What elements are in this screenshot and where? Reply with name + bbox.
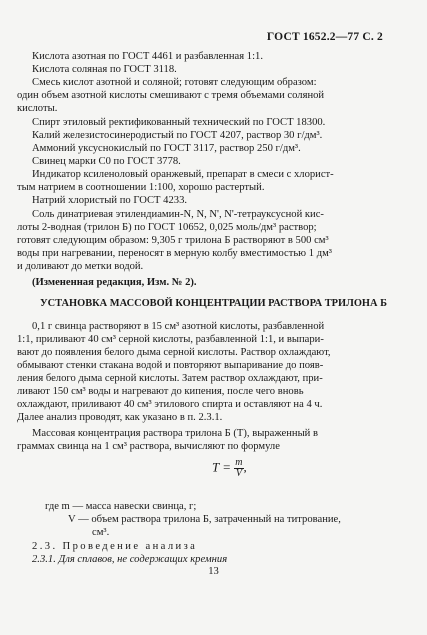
procedure-line: ления белого дыма серной кислоты. Затем раствор охлаждают, при- — [17, 373, 323, 384]
reagent-line: Кислота азотная по ГОСТ 4461 и разбавленная 1:1. — [32, 51, 263, 62]
where-line: V — объем раствора трилона Б, затраченный на титрование, — [68, 514, 341, 525]
reagent-line: Аммоний уксуснокислый по ГОСТ 3117, раствор 250 г/дм³. — [32, 143, 301, 154]
reagent-line: один объем азотной кислоты смешивают с тремя объемами соляной — [17, 90, 325, 101]
procedure-line: 1:1, приливают 40 см³ серной кислоты, разбавленной 1:1, и выпари- — [17, 334, 324, 345]
reagent-line: Спирт этиловый ректификованный технический по ГОСТ 18300. — [32, 117, 326, 128]
procedure-line: 0,1 г свинца растворяют в 15 см³ азотной кислоты, разбавленной — [32, 321, 325, 332]
subsection-heading: 2.3. Проведение анализа — [32, 541, 198, 552]
formula-lhs: T = — [212, 459, 232, 475]
reagent-line: Калий железистосинеродистый по ГОСТ 4207, раствор 30 г/дм³. — [32, 130, 323, 141]
reagent-line: Соль динатриевая этилендиамин-N, N, N', N'-тетрауксусной кис- — [32, 209, 324, 220]
formula — [212, 458, 247, 479]
running-header: ГОСТ 1652.2—77 С. 2 — [266, 31, 383, 43]
procedure-line: обмывают стенки стакана водой и повторяют выпаривание до появ- — [17, 360, 324, 371]
subsection-item: 2.3.1. Для сплавов, не содержащих кремния — [32, 554, 228, 565]
where-line: см³. — [92, 527, 110, 538]
reagent-line: и доливают до метки водой. — [17, 261, 144, 272]
amendment-note: (Измененная редакция, Изм. № 2). — [32, 277, 197, 288]
procedure-line: вают до появления белого дыма серной кислоты. Раствор охлаждают, — [17, 347, 331, 358]
reagent-line: готовят следующим образом: 9,305 г трилона Б растворяют в 500 см³ — [17, 235, 329, 246]
procedure-line: охлаждают, приливают 40 см³ этилового спирта и оставляют на 4 ч. — [17, 399, 323, 410]
reagent-line: воды при нагревании, переносят в мерную колбу вместимостью 1 дм³ — [17, 248, 332, 259]
concentration-line: Массовая концентрация раствора трилона Б (T), выраженный в — [32, 428, 319, 439]
reagent-line: Индикатор ксиленоловый оранжевый, препарат в смеси с хлорист- — [32, 169, 334, 180]
reagent-line: Смесь кислот азотной и соляной; готовят следующим образом: — [32, 77, 317, 88]
reagent-line: Свинец марки С0 по ГОСТ 3778. — [32, 156, 181, 167]
formula-numerator: m — [235, 457, 243, 468]
formula-fraction — [234, 458, 243, 479]
formula-denominator: V — [235, 468, 242, 479]
reagent-line: тым натрием в соотношении 1:100, хорошо растертый. — [17, 182, 265, 193]
reagent-line: Натрий хлористый по ГОСТ 4233. — [32, 195, 188, 206]
section-title: УСТАНОВКА МАССОВОЙ КОНЦЕНТРАЦИИ РАСТВОРА ТРИЛОНА Б — [40, 298, 387, 309]
reagent-line: кислоты. — [17, 103, 58, 114]
concentration-line: граммах свинца на 1 см³ раствора, вычисляют по формуле — [17, 441, 280, 452]
where-line: где m — масса навески свинца, г; — [45, 501, 197, 512]
reagent-line: лоты 2-водная (трилон Б) по ГОСТ 10652, 0,025 моль/дм³ раствор; — [17, 222, 317, 233]
formula-tail: , — [243, 459, 247, 475]
procedure-line: ливают 150 см³ воды и нагревают до кипения, после чего вновь — [17, 386, 304, 397]
reagent-line: Кислота соляная по ГОСТ 3118. — [32, 64, 177, 75]
procedure-line: Далее анализ проводят, как указано в п. 2.3.1. — [17, 412, 223, 423]
page-number: 13 — [208, 566, 219, 577]
